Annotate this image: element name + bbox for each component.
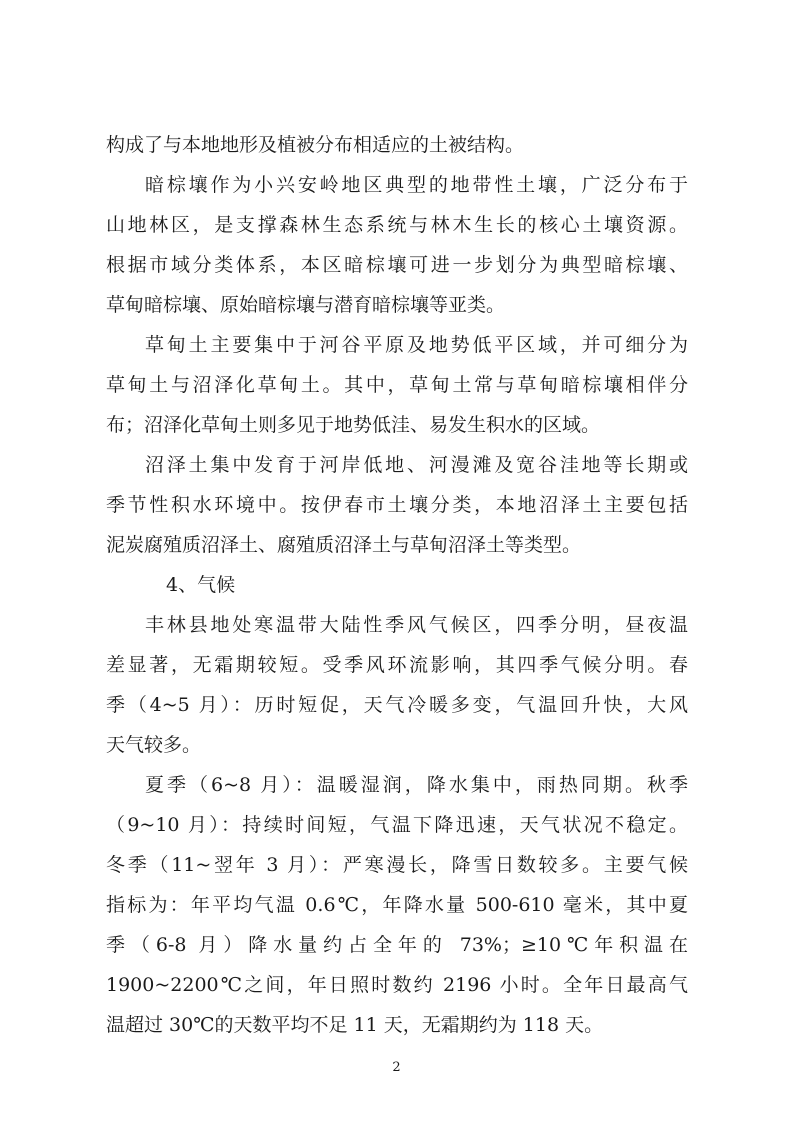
text-line: 温超过 30℃的天数平均不足 11 天，无霜期约为 118 天。 xyxy=(106,1014,604,1036)
text-line: 构成了与本地地形及植被分布相适应的土被结构。 xyxy=(106,134,525,156)
text-line: 根据市域分类体系，本区暗棕壤可进一步划分为典型暗棕壤、 xyxy=(106,254,688,276)
text-line: 夏季（6~8 月）：温暖湿润，降水集中，雨热同期。秋季 xyxy=(145,774,688,796)
text-line: 山地林区，是支撑森林生态系统与林木生长的核心土壤资源。 xyxy=(106,214,688,236)
section-heading: 4、气候 xyxy=(166,574,236,596)
text-line: 季节性积水环境中。按伊春市土壤分类，本地沼泽土主要包括 xyxy=(106,494,688,516)
text-line: 指标为：年平均气温 0.6℃，年降水量 500-610 毫米，其中夏 xyxy=(106,894,688,916)
page-number: 2 xyxy=(392,1060,401,1075)
text-line: 泥炭腐殖质沼泽土、腐殖质沼泽土与草甸沼泽土等类型。 xyxy=(106,534,582,556)
text-line: 丰林县地处寒温带大陆性季风气候区，四季分明，昼夜温 xyxy=(145,614,688,636)
text-line: 暗棕壤作为小兴安岭地区典型的地带性土壤，广泛分布于 xyxy=(145,174,688,196)
text-line: 差显著，无霜期较短。受季风环流影响，其四季气候分明。春 xyxy=(106,654,688,676)
text-line: 1900~2200℃之间，年日照时数约 2196 小时。全年日最高气 xyxy=(106,974,688,996)
text-line: （9~10 月）：持续时间短，气温下降迅速，天气状况不稳定。 xyxy=(106,814,688,836)
text-line: 季（4~5 月）：历时短促，天气冷暖多变，气温回升快，大风 xyxy=(106,694,688,716)
text-line: 季（6-8 月）降水量约占全年的 73%；≥10℃年积温在 xyxy=(106,934,688,956)
text-line: 沼泽土集中发育于河岸低地、河漫滩及宽谷洼地等长期或 xyxy=(145,454,688,476)
text-line: 草甸土与沼泽化草甸土。其中，草甸土常与草甸暗棕壤相伴分 xyxy=(106,374,688,396)
text-line: 草甸暗棕壤、原始暗棕壤与潜育暗棕壤等亚类。 xyxy=(106,294,506,316)
text-line: 草甸土主要集中于河谷平原及地势低平区域，并可细分为 xyxy=(145,334,688,356)
text-line: 冬季（11~翌年 3 月）：严寒漫长，降雪日数较多。主要气候 xyxy=(106,854,688,876)
text-line: 天气较多。 xyxy=(106,734,202,756)
text-line: 布；沼泽化草甸土则多见于地势低洼、易发生积水的区域。 xyxy=(106,414,601,436)
